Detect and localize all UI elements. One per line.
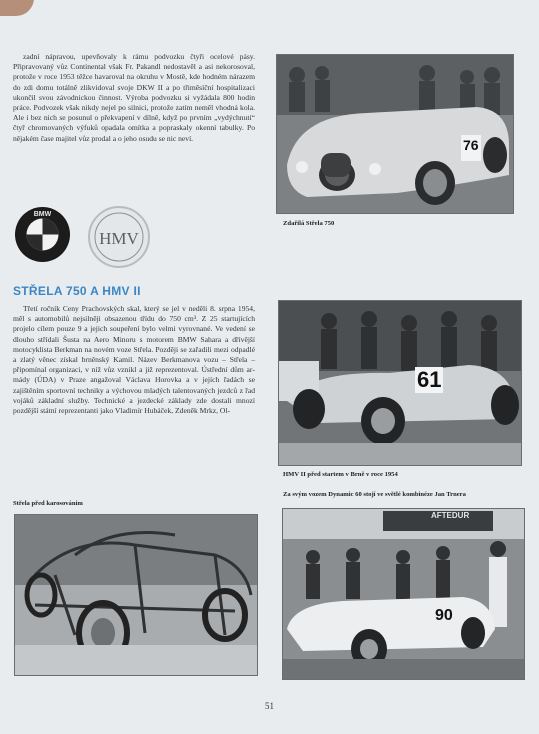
top-paragraph (13, 52, 255, 144)
top-paragraph-text: zadní nápravou, upevňovaly k rámu podvozku čtyři ocelové pásy. Připravovaný vůz Continental však Fr. Pakandl nedostavěl a asi nekorosoval, protože v roce 1953 těžce havaroval na okruhu v Mostě, kde hodném nárazem do zdi domu totálně zlikvidoval svoje DKW II a po třiměsíční hospitalizaci ukončil svou závodnickou činnost. Výroba podvozku si vyžádala 800 hodin práce. Podvozek však nikdy nejel po silnici, protože zatím neměl vhodná kola. Ale i bez nich se posunul o překvapení v dílně, když po prvním „vydýchnutí“ čtyř chromovaných výfuků opadala omítka a popraskaly okenní tabulky. Po nějakém čase majitel vůz prodal a o jeho osudu se nic neví. (13, 52, 255, 143)
thumb (0, 0, 34, 16)
photo-hmv-ii (278, 300, 522, 466)
caption-2: HMV II před startem v Brně v roce 1954 (283, 471, 398, 478)
caption-3: Střela před karosováním (13, 500, 83, 507)
caption-1: Zdařilá Střela 750 (283, 220, 335, 227)
photo-strela-750 (276, 54, 514, 214)
body-paragraph (13, 304, 255, 416)
photo-dynamic-60 (282, 508, 525, 680)
hmv-logo-text: HMV (99, 229, 139, 248)
car-number-61: 61 (417, 367, 442, 392)
hmv-logo-icon (88, 206, 150, 268)
bmw-logo-icon (15, 207, 70, 262)
body-paragraph-text: Třetí ročník Ceny Prachovských skal, který se jel v neděli 8. srpna 1954, měl s automobilů nejsilněji obsazenou třídu do 750 cm³. Z 25 startujících projelo cílem pouze 9 a jejich soupeření bylo velmi vyrovnané. Ve vedení se dlouho střídali Šusta na Aero Minoru s motorem BMW Sahara a dřívější motocyklista Berkman na novém voze Střela. Později se zařadili mezi odpadlé a zlatý věnec získal brněnský Kamil. Název Berkmanova vozu – Střela – připomínal organizaci, v níž vůz vznikl a již reprezentoval. Ústřední dům armády (ÚDA) v Praze angažoval Václava Horovka a v jejích řadách se zajištěním sportovní techniky a výchovou mladých talentovaných jezdců z řad vojáků základní služby. Technické a jezdecké základy zde dostali mnozí pozdější státní reprezentanti jako Vladimír Hubáček, Zdeněk Mrkz, Ol- (13, 304, 255, 416)
poster-text: AFTEDUR (431, 511, 470, 520)
section-heading: STŘELA 750 A HMV II (13, 284, 141, 298)
caption-4: Za svým vozem Dynamic 60 stojí ve světlé kombinéze Jan Trnera (283, 491, 466, 498)
page-number: 51 (265, 701, 274, 711)
bmw-logo-text: BMW (33, 211, 52, 218)
photo-strela-chassis (14, 514, 258, 676)
car-number-76: 76 (463, 137, 479, 153)
car-number-90: 90 (435, 607, 453, 624)
